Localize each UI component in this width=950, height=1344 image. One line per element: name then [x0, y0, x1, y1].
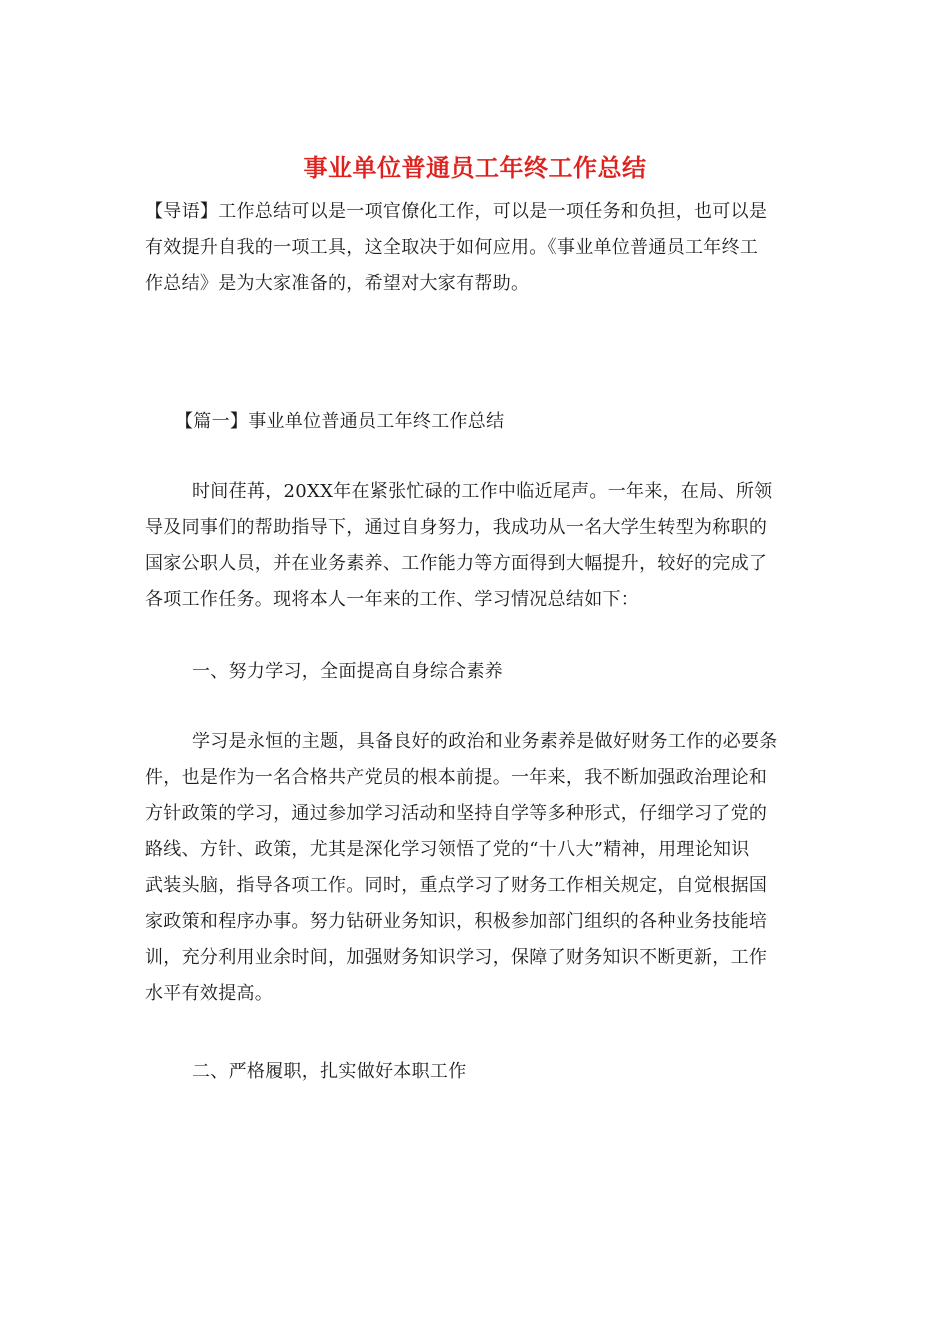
- subheading-2-block: [145, 1054, 805, 1090]
- paragraph-2: [145, 724, 805, 1012]
- intro-line: 作总结》是为大家准备的，希望对大家有帮助。: [145, 273, 530, 294]
- section-heading-block: [145, 404, 805, 440]
- section-heading: 【篇一】事业单位普通员工年终工作总结: [175, 411, 505, 432]
- paragraph-1: [145, 474, 805, 618]
- paragraph-line: 导及同事们的帮助指导下，通过自身努力，我成功从一名大学生转型为称职的: [145, 517, 768, 538]
- paragraph-line: 训，充分利用业余时间，加强财务知识学习，保障了财务知识不断更新，工作: [145, 947, 768, 968]
- subheading-1: 一、努力学习，全面提高自身综合素养: [192, 661, 504, 682]
- intro-paragraph: [145, 194, 805, 302]
- intro-line: 有效提升自我的一项工具，这全取决于如何应用。《事业单位普通员工年终工: [145, 237, 759, 258]
- paragraph-line: 路线、方针、政策，尤其是深化学习领悟了党的“十八大”精神，用理论知识: [145, 839, 750, 860]
- intro-line: 【导语】工作总结可以是一项官僚化工作，可以是一项任务和负担，也可以是: [145, 201, 768, 222]
- paragraph-line: 件，也是作为一名合格共产党员的根本前提。一年来，我不断加强政治理论和: [145, 767, 768, 788]
- subheading-2: 二、严格履职，扎实做好本职工作: [192, 1061, 467, 1082]
- subheading-1-block: [145, 654, 805, 690]
- paragraph-line: 水平有效提高。: [145, 983, 274, 1004]
- paragraph-line: 国家公职人员，并在业务素养、工作能力等方面得到大幅提升，较好的完成了: [145, 553, 768, 574]
- paragraph-line: 各项工作任务。现将本人一年来的工作、学习情况总结如下：: [145, 589, 640, 610]
- paragraph-line: 时间荏苒，20XX年在紧张忙碌的工作中临近尾声。一年来，在局、所领: [192, 481, 773, 502]
- paragraph-line: 家政策和程序办事。努力钻研业务知识，积极参加部门组织的各种业务技能培: [145, 911, 768, 932]
- paragraph-line: 学习是永恒的主题，具备良好的政治和业务素养是做好财务工作的必要条: [192, 731, 778, 752]
- paragraph-line: 武装头脑，指导各项工作。同时，重点学习了财务工作相关规定，自觉根据国: [145, 875, 768, 896]
- paragraph-line: 方针政策的学习，通过参加学习活动和坚持自学等多种形式，仔细学习了党的: [145, 803, 768, 824]
- document-title: 事业单位普通员工年终工作总结: [303, 153, 647, 182]
